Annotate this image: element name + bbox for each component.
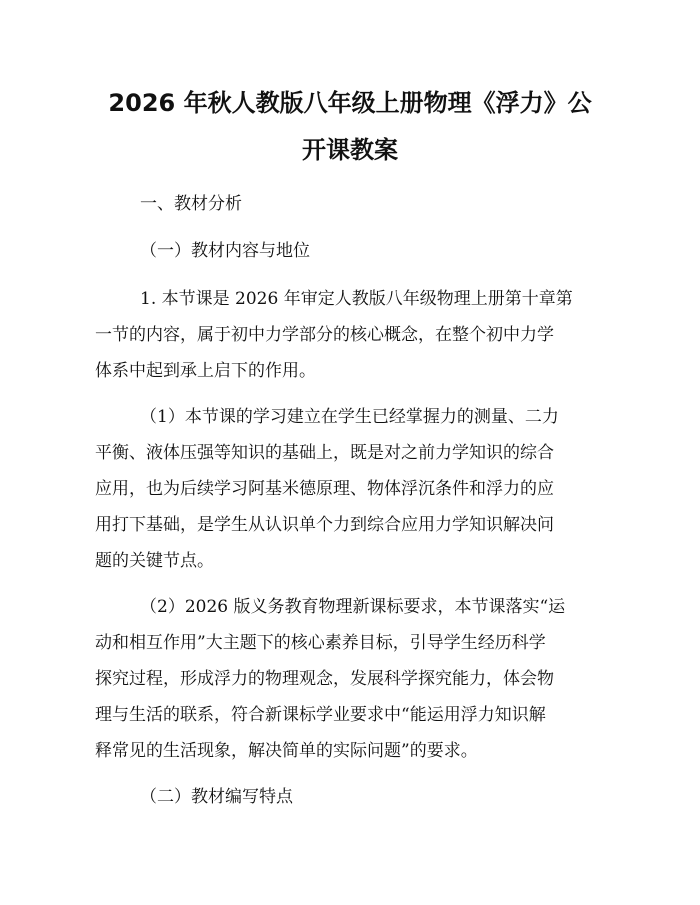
paragraph-2-line-3: 应用，也为后续学习阿基米德原理、物体浮沉条件和浮力的应	[95, 479, 554, 499]
paragraph-3-line-2: 动和相互作用”大主题下的核心素养目标，引导学生经历科学	[95, 633, 546, 653]
paragraph-3-line-4: 理与生活的联系，符合新课标学业要求中“能运用浮力知识解	[95, 705, 546, 725]
document-title-line-1: 2026 年秋人教版八年级上册物理《浮力》公	[108, 89, 592, 117]
paragraph-2-line-1: （1）本节课的学习建立在学生已经掌握力的测量、二力	[140, 407, 559, 427]
paragraph-3-line-5: 释常见的生活现象，解决简单的实际问题”的要求。	[95, 741, 478, 761]
subsection-heading-writing-features: （二）教材编写特点	[140, 787, 293, 807]
paragraph-2-line-5: 题的关键节点。	[95, 551, 214, 571]
paragraph-1-line-3: 体系中起到承上启下的作用。	[95, 361, 316, 381]
paragraph-1-line-1: 1. 本节课是 2026 年审定人教版八年级物理上册第十章第	[140, 289, 573, 309]
paragraph-1-line-2: 一节的内容，属于初中力学部分的核心概念，在整个初中力学	[95, 325, 554, 345]
paragraph-3-line-1: （2）2026 版义务教育物理新课标要求，本节课落实“运	[140, 597, 566, 617]
section-heading-textbook-analysis: 一、教材分析	[140, 194, 242, 214]
document-title-line-2: 开课教案	[302, 136, 398, 164]
subsection-heading-content-and-status: （一）教材内容与地位	[140, 241, 310, 261]
paragraph-3-line-3: 探究过程，形成浮力的物理观念，发展科学探究能力，体会物	[95, 669, 554, 689]
paragraph-2-line-4: 用打下基础，是学生从认识单个力到综合应用力学知识解决问	[95, 515, 554, 535]
paragraph-2-line-2: 平衡、液体压强等知识的基础上，既是对之前力学知识的综合	[95, 443, 554, 463]
